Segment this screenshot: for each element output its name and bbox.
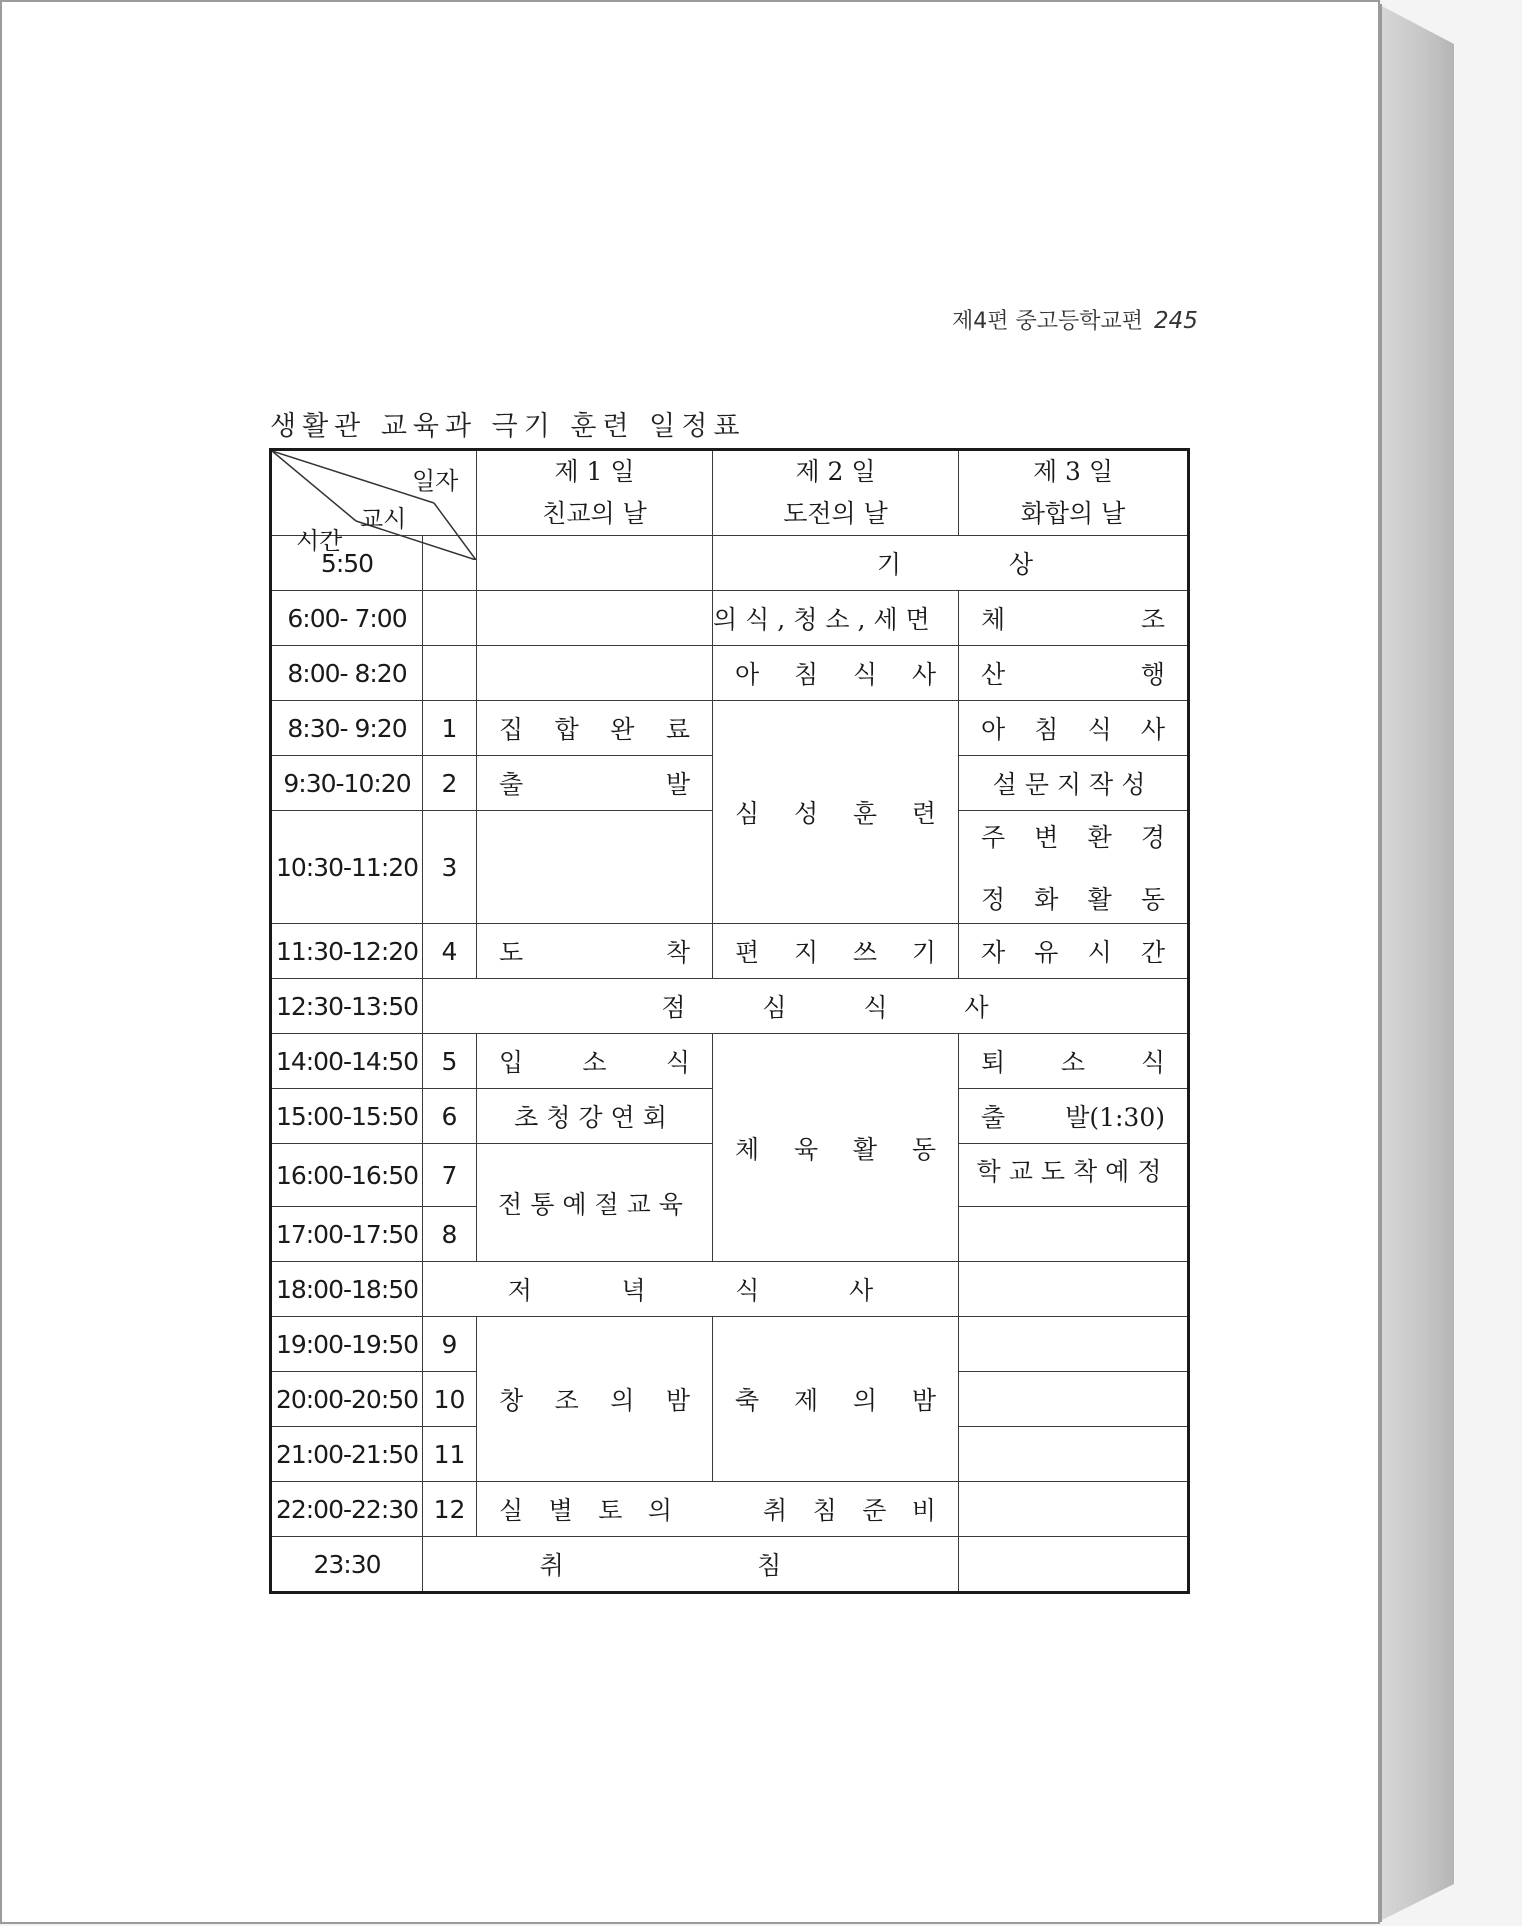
schedule-cell — [477, 756, 713, 811]
time-cell: 6:00- 7:00 — [271, 591, 423, 646]
cell-char: 식 — [1140, 1048, 1165, 1077]
cell-char: 착 — [665, 938, 690, 967]
schedule-cell — [959, 1482, 1189, 1537]
cell-char: 퇴 — [981, 1048, 1006, 1077]
cell-char: 육 — [793, 1134, 819, 1164]
day3-theme: 화합의 날 — [1020, 499, 1126, 528]
schedule-cell — [477, 924, 713, 979]
schedule-cell — [959, 701, 1189, 756]
cell-char: 별 — [548, 1496, 573, 1525]
cell-char: 식 — [852, 660, 878, 689]
time-cell: 21:00-21:50 — [271, 1427, 423, 1482]
cell-char: 성 — [793, 799, 819, 828]
page-header — [952, 304, 1202, 335]
table-row — [271, 1537, 1189, 1593]
schedule-cell — [959, 1089, 1189, 1144]
cell-char: 녁 — [621, 1276, 646, 1305]
time-cell: 15:00-15:50 — [271, 1089, 423, 1144]
cell-char: 저 — [507, 1276, 532, 1305]
schedule-cell — [959, 811, 1189, 924]
day3-label: 제 3 일 — [1032, 457, 1114, 486]
table-row — [271, 1317, 1189, 1372]
cell-char: 입 — [499, 1048, 524, 1077]
schedule-cell: 설문지작성 — [959, 756, 1189, 811]
mind-training-cell — [713, 701, 959, 924]
cell-char: 련 — [911, 799, 936, 828]
cell-char: 집 — [499, 715, 524, 744]
time-cell: 12:30-13:50 — [271, 979, 423, 1034]
schedule-cell — [959, 924, 1189, 979]
day2-label: 제 2 일 — [795, 457, 876, 486]
period-cell: 9 — [423, 1317, 477, 1372]
page-number: 245 — [1154, 308, 1198, 334]
period-cell — [423, 591, 477, 646]
cell-char: 침 — [812, 1496, 837, 1525]
cell-char: 취 — [762, 1496, 788, 1525]
cell-char: 기 — [911, 938, 936, 967]
header-row — [271, 450, 1189, 536]
cell-char: 의 — [647, 1496, 673, 1525]
cell-char: 아 — [981, 715, 1006, 744]
table-row — [271, 591, 1189, 646]
period-cell: 10 — [423, 1372, 477, 1427]
cell-char: 발 — [665, 770, 690, 799]
cell-char: 동 — [911, 1134, 936, 1164]
cell-char: 아 — [735, 660, 760, 689]
schedule-cell — [959, 646, 1189, 701]
corner-time-label: 시간 — [296, 527, 343, 555]
cell-char: 축 — [735, 1386, 760, 1415]
time-cell: 16:00-16:50 — [271, 1144, 423, 1207]
cell-char: 토 — [598, 1496, 623, 1525]
schedule-cell — [713, 924, 959, 979]
schedule-cell — [713, 646, 959, 701]
period-cell: 4 — [423, 924, 477, 979]
cell-char: 활 — [1087, 885, 1112, 914]
period-cell: 6 — [423, 1089, 477, 1144]
time-cell: 19:00-19:50 — [271, 1317, 423, 1372]
schedule-cell — [959, 591, 1189, 646]
schedule-cell: 학교도착예정 — [959, 1144, 1189, 1207]
table-row — [271, 979, 1189, 1034]
cell-char: 사 — [964, 993, 989, 1022]
time-cell: 8:00- 8:20 — [271, 646, 423, 701]
corner-header — [271, 450, 477, 555]
cell-char: 조 — [554, 1386, 579, 1415]
cell-char: 출 — [981, 1103, 1006, 1132]
time-cell: 5:50 — [271, 536, 423, 591]
time-cell: 10:30-11:20 — [271, 811, 423, 924]
cell-char: 합 — [554, 715, 579, 744]
schedule-cell — [477, 701, 713, 756]
cell-char: 출 — [499, 770, 524, 799]
cell-char: 식 — [735, 1276, 760, 1305]
cell-char: 식 — [665, 1048, 690, 1077]
schedule-cell — [477, 1034, 713, 1089]
cell-char: 지 — [793, 938, 819, 967]
period-cell: 12 — [423, 1482, 477, 1537]
cell-char: 심 — [735, 799, 760, 828]
day2-header — [713, 450, 959, 536]
cell-char: 유 — [1034, 938, 1059, 967]
cell-char: 소 — [1060, 1048, 1086, 1077]
cell-char: 자 — [981, 938, 1006, 967]
cell-char: 료 — [665, 715, 690, 744]
period-cell: 1 — [423, 701, 477, 756]
schedule-cell — [477, 646, 713, 701]
cell-char: 취 — [539, 1551, 564, 1580]
cell-char: 사 — [1140, 715, 1165, 744]
cell-char: 조 — [1140, 605, 1165, 634]
cell-char: 상 — [1008, 550, 1034, 579]
time-cell: 22:00-22:30 — [271, 1482, 423, 1537]
table-row — [271, 1482, 1189, 1537]
cell-char: 경 — [1140, 823, 1165, 852]
schedule-cell — [959, 1262, 1189, 1317]
cell-char: 정 — [981, 885, 1006, 914]
cell-char: 간 — [1140, 938, 1165, 967]
time-cell: 11:30-12:20 — [271, 924, 423, 979]
table-row — [271, 924, 1189, 979]
table-row — [271, 646, 1189, 701]
period-cell: 2 — [423, 756, 477, 811]
schedule-cell — [477, 811, 713, 924]
corner-period-label: 교시 — [360, 505, 407, 533]
schedule-cell — [959, 1427, 1189, 1482]
day1-theme: 친교의 날 — [542, 499, 647, 528]
cell-char: 산 — [981, 660, 1006, 689]
schedule-cell — [959, 1207, 1189, 1262]
day1-label: 제 1 일 — [554, 457, 635, 486]
cell-char: 실 — [499, 1496, 524, 1525]
schedule-cell: 의식,청소,세면 — [713, 591, 959, 646]
cell-char: 창 — [499, 1386, 524, 1415]
time-cell: 18:00-18:50 — [271, 1262, 423, 1317]
cell-char: 변 — [1034, 823, 1059, 852]
cell-char: 심 — [762, 993, 787, 1022]
time-cell: 8:30- 9:20 — [271, 701, 423, 756]
period-cell: 8 — [423, 1207, 477, 1262]
table-row — [271, 1262, 1189, 1317]
schedule-cell — [477, 591, 713, 646]
cell-char: 도 — [499, 938, 524, 967]
corner-day-label: 일자 — [412, 467, 459, 495]
cell-char: 점 — [661, 993, 686, 1022]
schedule-cell — [959, 1317, 1189, 1372]
cell-char: 환 — [1087, 823, 1112, 852]
cell-char: 화 — [1034, 885, 1059, 914]
period-cell: 11 — [423, 1427, 477, 1482]
lunch-cell — [423, 979, 1189, 1034]
cell-char: 기 — [876, 550, 902, 579]
table-row — [271, 1034, 1189, 1089]
festival-night-cell — [713, 1317, 959, 1482]
cell-char: 활 — [852, 1134, 878, 1164]
cell-char: 침 — [1034, 715, 1059, 744]
cell-char: 훈 — [852, 799, 878, 828]
cell-char: 행 — [1140, 660, 1165, 689]
cell-char: 체 — [735, 1134, 760, 1164]
cell-char: 편 — [735, 938, 760, 967]
page-header-text: 제4편 중고등학교편 — [952, 309, 1144, 334]
cell-char: 동 — [1140, 885, 1165, 914]
cell-char: 침 — [793, 660, 819, 689]
cell-char: 쓰 — [852, 938, 878, 967]
cell-char: 사 — [849, 1276, 874, 1305]
cell-char: 비 — [911, 1496, 936, 1525]
cell-char: 소 — [582, 1048, 607, 1077]
cell-char: 시 — [1087, 938, 1112, 967]
day3-header — [959, 450, 1189, 536]
time-cell: 20:00-20:50 — [271, 1372, 423, 1427]
sleep-cell — [423, 1537, 959, 1593]
period-cell: 3 — [423, 811, 477, 924]
cell-char: 침 — [757, 1551, 782, 1580]
time-cell: 14:00-14:50 — [271, 1034, 423, 1089]
day1-header — [477, 450, 713, 536]
cell-char: 의 — [610, 1386, 635, 1415]
cell-char: 체 — [981, 605, 1006, 634]
period-cell: 5 — [423, 1034, 477, 1089]
time-cell: 17:00-17:50 — [271, 1207, 423, 1262]
evening-cell — [477, 1482, 959, 1537]
cell-char: 밤 — [665, 1386, 690, 1415]
schedule-cell — [477, 536, 713, 591]
schedule-cell — [959, 1537, 1189, 1593]
schedule-title: 생활관 교육과 극기 훈련 일정표 — [270, 411, 746, 442]
schedule-table — [269, 448, 1190, 1594]
period-cell — [423, 646, 477, 701]
schedule-cell — [959, 1034, 1189, 1089]
cell-char: 주 — [981, 823, 1006, 852]
cell-char: 발(1:30) — [1065, 1103, 1165, 1132]
cell-char: 식 — [863, 993, 888, 1022]
book-side-edge — [1378, 4, 1454, 1922]
cell-char: 식 — [1087, 715, 1112, 744]
cell-char: 준 — [862, 1496, 887, 1525]
table-row — [271, 701, 1189, 756]
day2-theme: 도전의 날 — [783, 499, 888, 528]
cell-char: 완 — [610, 715, 635, 744]
schedule-cell — [959, 1372, 1189, 1427]
cell-char: 의 — [852, 1386, 878, 1415]
etiquette-cell: 전통예절교육 — [477, 1144, 713, 1262]
cell-char: 제 — [793, 1386, 819, 1415]
physical-activity-cell — [713, 1034, 959, 1262]
cell-char: 사 — [911, 660, 936, 689]
time-cell: 9:30-10:20 — [271, 756, 423, 811]
wake-up-cell — [713, 536, 1189, 591]
dinner-cell — [423, 1262, 959, 1317]
creation-night-cell — [477, 1317, 713, 1482]
period-cell: 7 — [423, 1144, 477, 1207]
cell-char: 밤 — [911, 1386, 936, 1415]
schedule-cell: 초청강연회 — [477, 1089, 713, 1144]
time-cell: 23:30 — [271, 1537, 423, 1593]
